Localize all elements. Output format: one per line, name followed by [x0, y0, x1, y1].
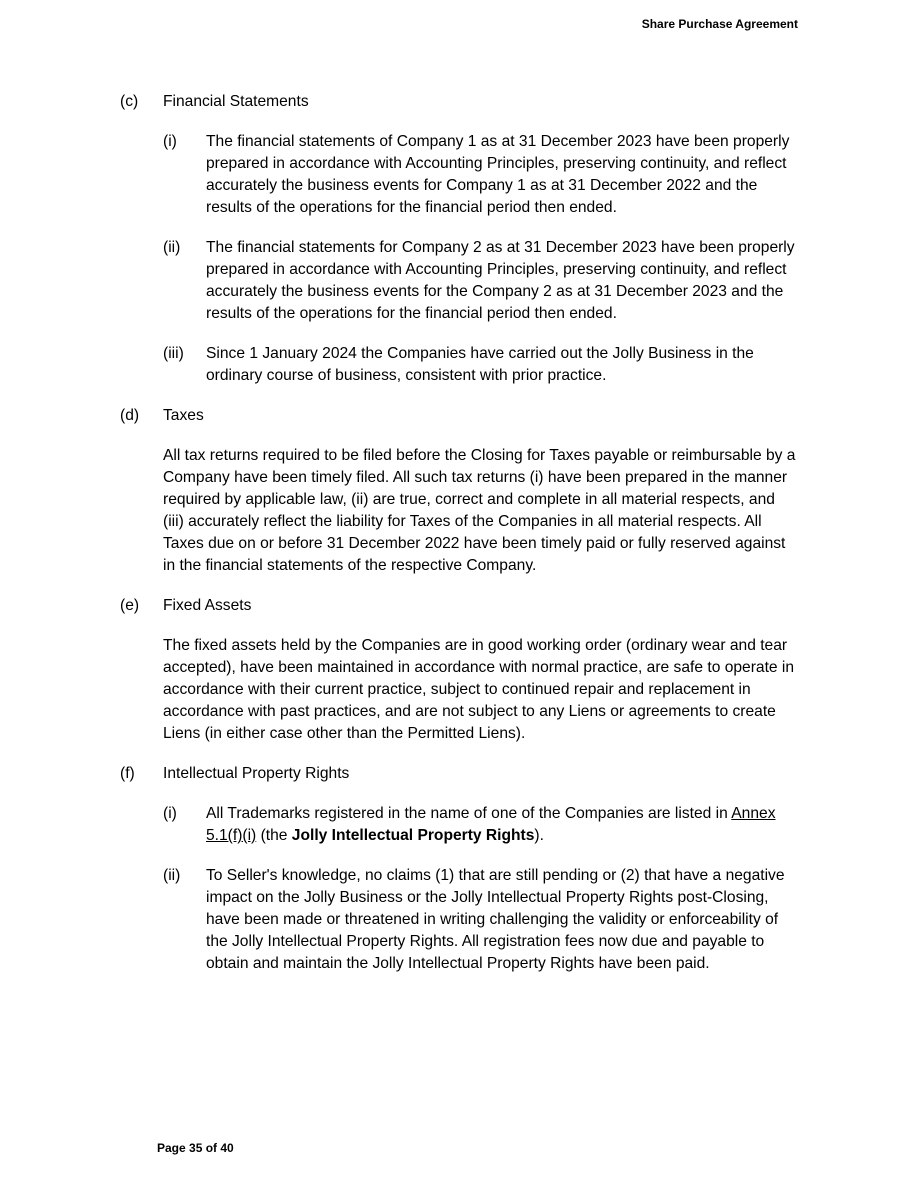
- clause-text: To Seller's knowledge, no claims (1) that are still pending or (2) that have a negative impact on the Jolly Business or the Jolly Intellectual Property Rights post-Closing, have been made or threatened in writing challenging the validity or enforceability of the Jolly Intellectual Property Rights. All registration fees now due and payable to obtain and maintain the Jolly Intellectual Property Rights have been paid.: [206, 867, 785, 972]
- running-header: Share Purchase Agreement: [641, 17, 798, 31]
- clause-text-after: ).: [534, 827, 544, 844]
- section-label: (e): [120, 597, 140, 614]
- clause-item: [163, 237, 800, 325]
- section-title: Financial Statements: [163, 93, 309, 110]
- section-paragraph: The fixed assets held by the Companies are in good working order (ordinary wear and tear accepted), have been maintained in accordance with normal practice, are safe to operate in accordance with their current practice, subject to continued repair and replacement in accordance with past practices, and are not subject to any Liens or agreements to create Liens (in either case other than the Permitted Liens).: [163, 637, 795, 742]
- section-label: (d): [120, 407, 140, 424]
- clause-item: [163, 343, 800, 387]
- clause-text: The financial statements for Company 2 as at 31 December 2023 have been properly prepared in accordance with Accounting Principles, preserving continuity, and reflect accurately the business events for the Company 2 as at 31 December 2023 and the results of the operations for the financial period then ended.: [206, 239, 795, 322]
- section-d: [120, 405, 800, 577]
- clause-item: [163, 131, 800, 219]
- section-c: [120, 91, 800, 387]
- clause-text-before: All Trademarks registered in the name of one of the Companies are listed in: [206, 805, 732, 822]
- clause-label: (i): [163, 805, 177, 822]
- clause-text-mid: (the: [256, 827, 292, 844]
- section-label: (f): [120, 765, 135, 782]
- clause-text: Since 1 January 2024 the Companies have carried out the Jolly Business in the ordinary course of business, consistent with prior practice.: [206, 345, 754, 384]
- clause-label: (ii): [163, 239, 181, 256]
- annex-reference: Annex 5.1(f)(i): [206, 805, 776, 844]
- section-title: Fixed Assets: [163, 597, 252, 614]
- defined-term: Jolly Intellectual Property Rights: [291, 827, 535, 844]
- section-f: [120, 763, 800, 975]
- section-heading: [120, 91, 800, 113]
- clause-item: [163, 803, 800, 847]
- clause-label: (ii): [163, 867, 181, 884]
- section-title: Intellectual Property Rights: [163, 765, 350, 782]
- document-body: [120, 91, 800, 993]
- section-paragraph: All tax returns required to be filed before the Closing for Taxes payable or reimbursable by a Company have been timely filed. All such tax returns (i) have been prepared in the manner required by applicable law, (ii) are true, correct and complete in all material respects, and (iii) accurately reflect the liability for Taxes of the Companies in all material respects. All Taxes due on or before 31 December 2022 have been timely paid or fully reserved against in the financial statements of the respective Company.: [163, 447, 796, 574]
- section-heading: [120, 595, 800, 617]
- clause-text: The financial statements of Company 1 as at 31 December 2023 have been properly prepared in accordance with Accounting Principles, preserving continuity, and reflect accurately the business events for Company 1 as at 31 December 2022 and the results of the operations for the financial period then ended.: [206, 133, 790, 216]
- section-title: Taxes: [163, 407, 204, 424]
- page-number: Page 35 of 40: [157, 1141, 234, 1155]
- section-heading: [120, 763, 800, 785]
- section-label: (c): [120, 93, 139, 110]
- section-e: [120, 595, 800, 745]
- clause-item: [163, 865, 800, 975]
- clause-label: (i): [163, 133, 177, 150]
- clause-label: (iii): [163, 345, 184, 362]
- section-heading: [120, 405, 800, 427]
